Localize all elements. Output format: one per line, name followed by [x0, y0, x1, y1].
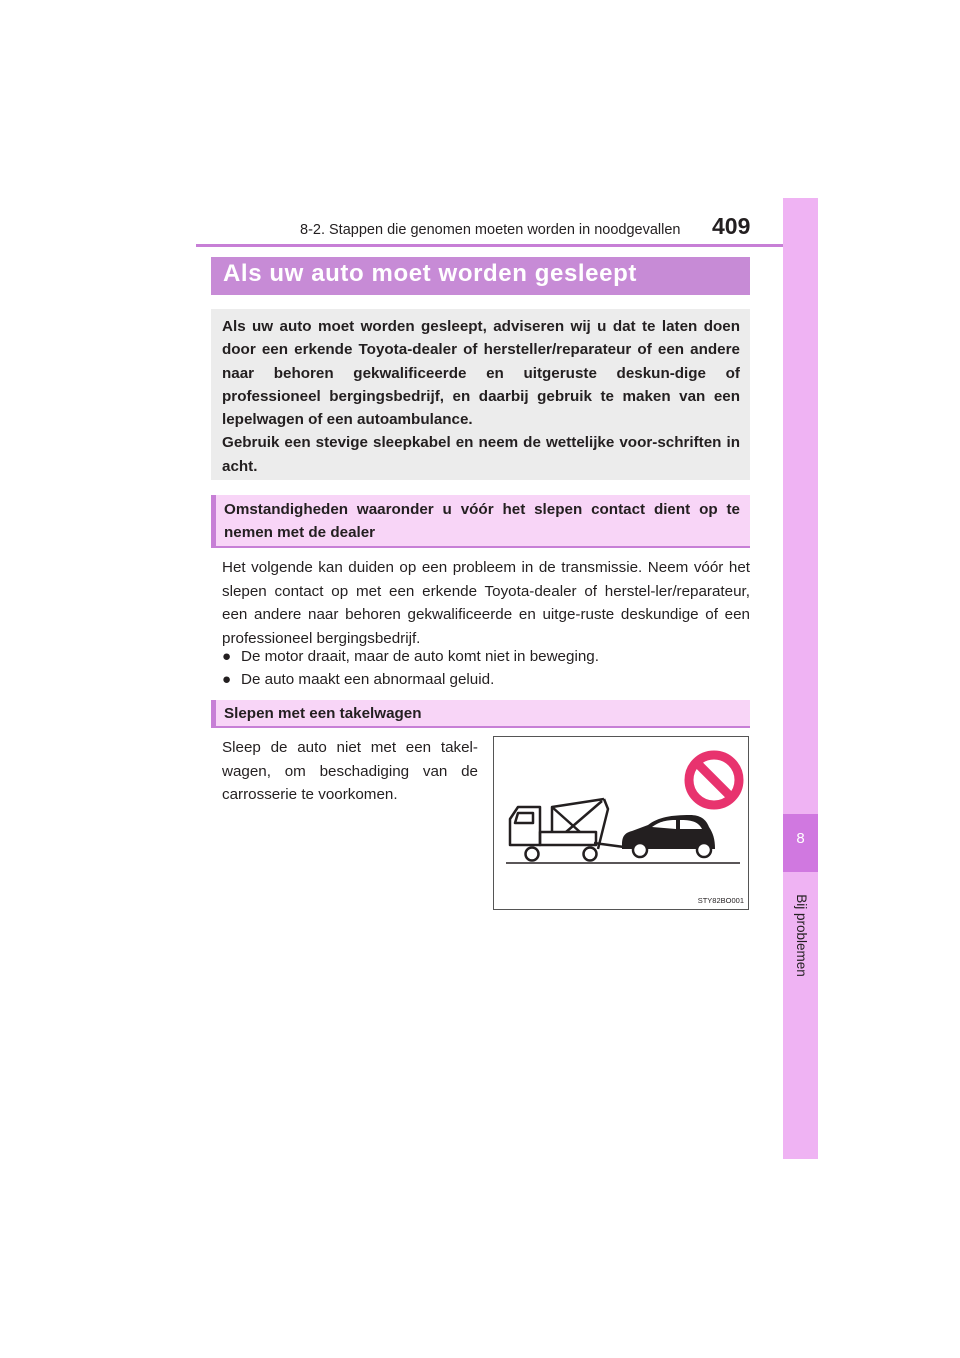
- tow-illustration-svg: [494, 737, 748, 909]
- list-item-text: De motor draait, maar de auto komt niet in beweging.: [241, 648, 599, 665]
- subheading-tow-truck-text: Slepen met een takelwagen: [224, 705, 422, 722]
- page-number: 409: [712, 213, 751, 239]
- tow-truck-illustration: [493, 736, 749, 910]
- chapter-side-tab: [783, 198, 818, 1159]
- intro-paragraph-1: Als uw auto moet worden gesleept, adviseren wij u dat te laten doen door een erkende Toyota-dealer of hersteller/reparateur of een andere naar behoren gekwalificeerde en uitgeruste deskun-dige of professioneel bergingsbedrijf, en daarbij gebruik te maken van een lepelwagen of een autoambulance.: [222, 318, 740, 429]
- subheading-tow-truck: [211, 700, 750, 728]
- tow-truck-paragraph: Sleep de auto niet met een takel-wagen, om beschadiging van de carrosserie te voorkomen.: [222, 739, 478, 804]
- list-item: [222, 668, 494, 691]
- intro-text: [222, 315, 740, 478]
- subheading-dealer-contact-text: Omstandigheden waaronder u vóór het slepen contact dient op te nemen met de dealer: [224, 501, 740, 541]
- subheading-dealer-contact: [211, 495, 750, 548]
- section-title: Als uw auto moet worden gesleept: [223, 260, 637, 287]
- prohibition-icon: [689, 755, 739, 805]
- list-item-text: De auto maakt een abnormaal geluid.: [241, 671, 495, 688]
- transmission-paragraph: Het volgende kan duiden op een probleem in de transmissie. Neem vóór het slepen contact op met een erkende Toyota-dealer of herstel-ler/reparateur, een andere naar behoren gekwalificeerde en uitge-ruste deskundige of een professioneel bergingsbedrijf.: [222, 559, 750, 647]
- tow-truck-icon: [510, 799, 624, 861]
- list-item: [222, 645, 599, 668]
- chapter-label: Bij problemen: [793, 893, 809, 977]
- car-icon: [622, 815, 715, 857]
- header-title: 8-2. Stappen die genomen moeten worden in noodgevallen: [300, 222, 681, 238]
- bullet-icon: ●: [222, 648, 232, 665]
- header-rule: [196, 244, 818, 247]
- chapter-label-wrapper: [784, 880, 818, 990]
- bullet-icon: ●: [222, 671, 232, 688]
- figure-code: STY82BO001: [697, 896, 744, 905]
- chapter-number: 8: [796, 830, 805, 847]
- intro-paragraph-2: Gebruik een stevige sleepkabel en neem de wettelijke voor-schriften in acht.: [222, 434, 740, 475]
